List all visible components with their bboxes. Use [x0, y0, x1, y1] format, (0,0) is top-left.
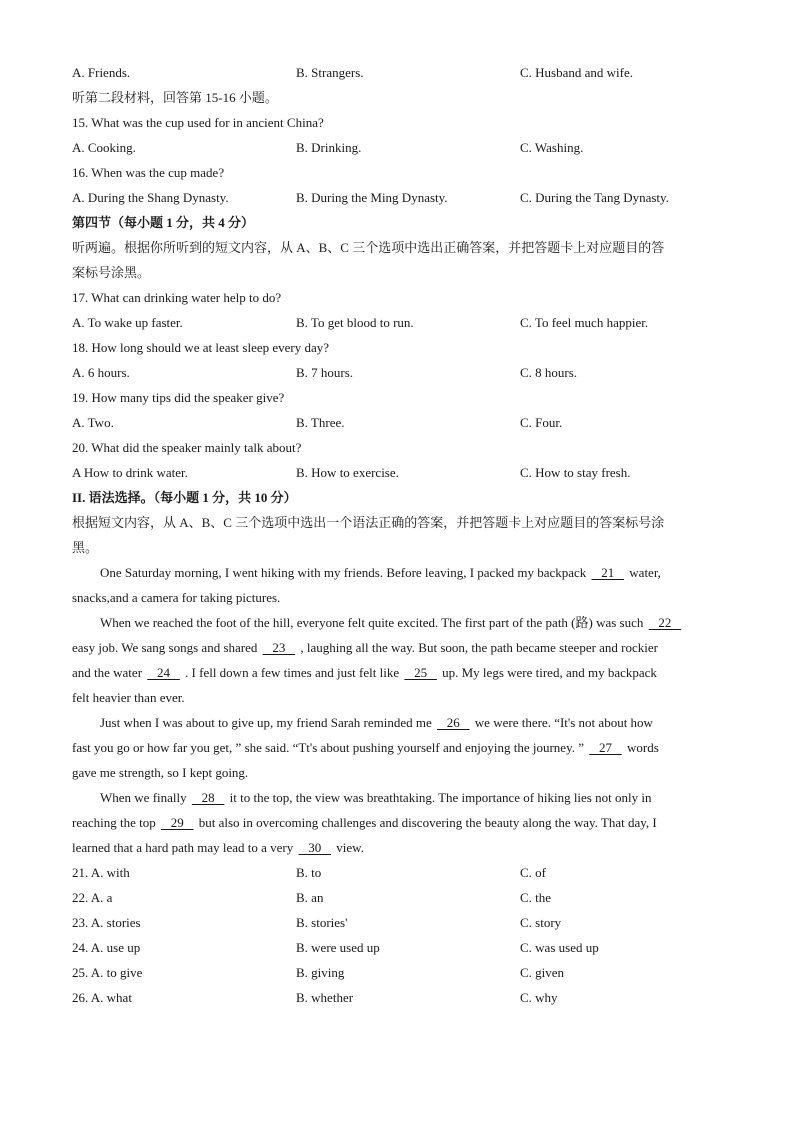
passage-text: When we reached the foot of the hill, everyone felt quite excited. The first part of the path (路) was such: [100, 615, 647, 630]
q14-option-b: B. Strangers.: [296, 65, 364, 80]
q14-option-a: A. Friends.: [72, 65, 131, 80]
q23-option-c: C. story: [520, 915, 562, 930]
q17-question: 17. What can drinking water help to do?: [72, 290, 282, 305]
passage-text: words: [627, 740, 659, 755]
passage-text: we were there. “It's not about how: [474, 715, 653, 730]
blank-22: 22: [648, 615, 682, 630]
blank-23: 23: [262, 640, 296, 655]
q18-option-b: B. 7 hours.: [296, 365, 354, 380]
passage-text: but also in overcoming challenges and discovering the beauty along the way. That day, I: [198, 815, 657, 830]
q25-option-b: B. giving: [296, 965, 345, 980]
q18-option-c: C. 8 hours.: [520, 365, 578, 380]
blank-21: 21: [591, 565, 625, 580]
q16-option-b: B. During the Ming Dynasty.: [296, 190, 448, 205]
passage-text: reaching the top: [72, 815, 159, 830]
part2-instruction-line1: 根据短文内容，从 A、B、C 三个选项中选出一个语法正确的答案，并把答题卡上对应题目的答案标号涂: [72, 515, 665, 530]
q22-option-c: C. the: [520, 890, 552, 905]
q14-options: [72, 60, 722, 85]
passage-text: One Saturday morning, I went hiking with my friends. Before leaving, I packed my backpack: [100, 565, 590, 580]
q22-option-b: B. an: [296, 890, 324, 905]
q19-option-b: B. Three.: [296, 415, 345, 430]
blank-28: 28: [191, 790, 225, 805]
passage-text: . I fell down a few times and just felt like: [185, 665, 403, 680]
passage-p2-line2: [72, 635, 722, 660]
exam-page: [72, 60, 722, 1010]
passage-text: learned that a hard path may lead to a very: [72, 840, 297, 855]
passage-p1-line2: snacks,and a camera for taking pictures.: [72, 590, 281, 605]
q24-option-c: C. was used up: [520, 940, 599, 955]
q17-option-b: B. To get blood to run.: [296, 315, 414, 330]
passage-text: water,: [629, 565, 661, 580]
q20-options: [72, 460, 722, 485]
passage-text: easy job. We sang songs and shared: [72, 640, 261, 655]
q17-option-a: A. To wake up faster.: [72, 315, 183, 330]
q26-option-c: C. why: [520, 990, 558, 1005]
q26-option-a: 26. A. what: [72, 990, 132, 1005]
q21-option-b: B. to: [296, 865, 322, 880]
part2-heading: II. 语法选择。（每小题 1 分，共 10 分）: [72, 490, 297, 505]
q19-options: [72, 410, 722, 435]
q25-option-a: 25. A. to give: [72, 965, 143, 980]
q21-options: [72, 860, 722, 885]
blank-29: 29: [161, 815, 194, 830]
passage-p3-line3: gave me strength, so I kept going.: [72, 765, 249, 780]
passage-text: fast you go or how far you get, ” she said. “Tt's about pushing yourself and enjoying the journey. ”: [72, 740, 588, 755]
q17-options: [72, 310, 722, 335]
passage-p4-line3: [72, 835, 722, 860]
passage-p1-line1: [72, 560, 722, 585]
passage-text: Just when I was about to give up, my friend Sarah reminded me: [100, 715, 436, 730]
part2-instruction-line2: 黑。: [72, 540, 99, 555]
q17-option-c: C. To feel much happier.: [520, 315, 649, 330]
q20-option-b: B. How to exercise.: [296, 465, 399, 480]
q18-question: 18. How long should we at least sleep every day?: [72, 340, 330, 355]
q20-question: 20. What did the speaker mainly talk about?: [72, 440, 302, 455]
q19-option-c: C. Four.: [520, 415, 563, 430]
passage-text: and the water: [72, 665, 146, 680]
q23-options: [72, 910, 722, 935]
blank-25: 25: [404, 665, 437, 680]
passage-text: , laughing all the way. But soon, the path became steeper and rockier: [300, 640, 658, 655]
passage-p3-line1: [72, 710, 722, 735]
q16-option-a: A. During the Shang Dynasty.: [72, 190, 229, 205]
q26-options: [72, 985, 722, 1010]
section2-instruction: 听第二段材料，回答第 15-16 小题。: [72, 90, 278, 105]
q24-option-b: B. were used up: [296, 940, 380, 955]
q16-options: [72, 185, 722, 210]
section4-instruction-line2: 案标号涂黑。: [72, 265, 151, 280]
blank-26: 26: [437, 715, 470, 730]
q15-question: 15. What was the cup used for in ancient China?: [72, 115, 324, 130]
passage-p3-line2: [72, 735, 722, 760]
passage-p4-line2: [72, 810, 722, 835]
q16-option-c: C. During the Tang Dynasty.: [520, 190, 669, 205]
q15-option-c: C. Washing.: [520, 140, 584, 155]
q23-option-b: B. stories': [296, 915, 348, 930]
blank-24: 24: [147, 665, 180, 680]
passage-p4-line1: [72, 785, 722, 810]
q22-option-a: 22. A. a: [72, 890, 113, 905]
q22-options: [72, 885, 722, 910]
passage-text: view.: [336, 840, 364, 855]
passage-text: it to the top, the view was breathtaking. The importance of hiking lies not only in: [229, 790, 652, 805]
q18-option-a: A. 6 hours.: [72, 365, 130, 380]
q20-option-c: C. How to stay fresh.: [520, 465, 631, 480]
q21-option-a: 21. A. with: [72, 865, 130, 880]
q18-options: [72, 360, 722, 385]
q26-option-b: B. whether: [296, 990, 354, 1005]
q24-option-a: 24. A. use up: [72, 940, 141, 955]
q20-option-a: A How to drink water.: [72, 465, 188, 480]
passage-text: When we finally: [100, 790, 190, 805]
blank-27: 27: [589, 740, 622, 755]
passage-p2-line4: felt heavier than ever.: [72, 690, 185, 705]
q15-option-a: A. Cooking.: [72, 140, 136, 155]
q15-options: [72, 135, 722, 160]
q15-option-b: B. Drinking.: [296, 140, 362, 155]
q25-option-c: C. given: [520, 965, 565, 980]
q16-question: 16. When was the cup made?: [72, 165, 225, 180]
q24-options: [72, 935, 722, 960]
q23-option-a: 23. A. stories: [72, 915, 141, 930]
passage-p2-line1: [72, 610, 722, 635]
passage-text: up. My legs were tired, and my backpack: [442, 665, 657, 680]
section4-heading: 第四节（每小题 1 分，共 4 分）: [72, 215, 255, 230]
blank-30: 30: [298, 840, 332, 855]
q14-option-c: C. Husband and wife.: [520, 65, 634, 80]
q19-question: 19. How many tips did the speaker give?: [72, 390, 285, 405]
q21-option-c: C. of: [520, 865, 546, 880]
q25-options: [72, 960, 722, 985]
passage-p2-line3: [72, 660, 722, 685]
q19-option-a: A. Two.: [72, 415, 114, 430]
section4-instruction-line1: 听两遍。根据你所听到的短文内容，从 A、B、C 三个选项中选出正确答案，并把答题卡上对应题目的答: [72, 240, 665, 255]
